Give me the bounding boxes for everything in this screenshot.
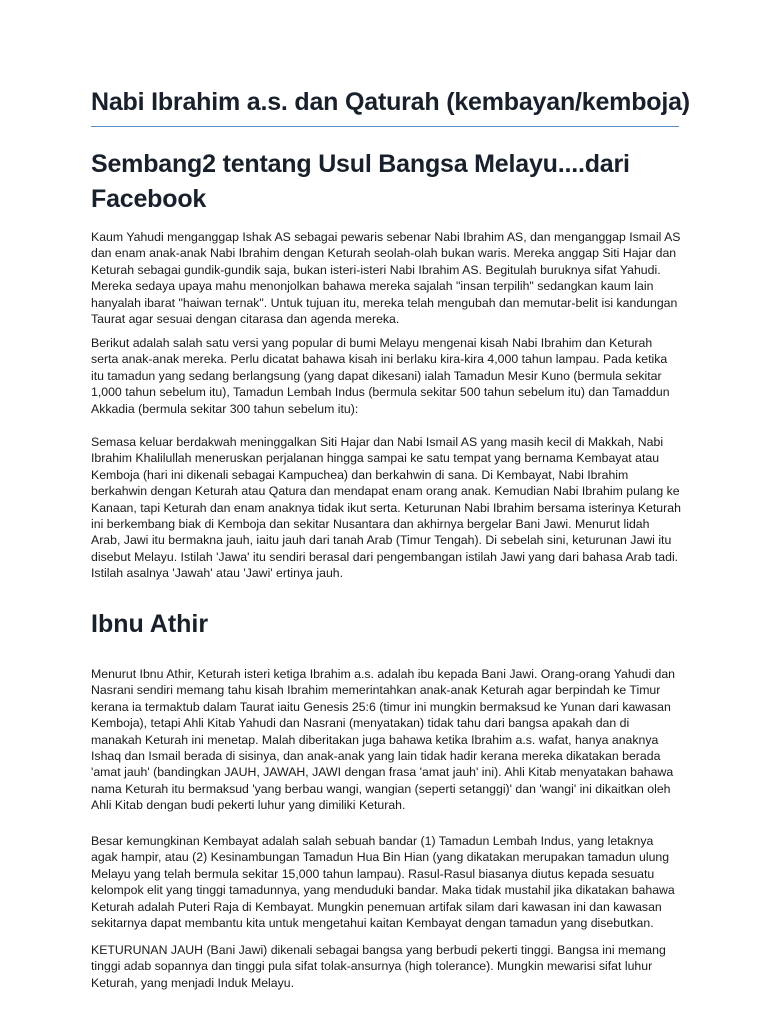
subtitle-heading: Sembang2 tentang Usul Bangsa Melayu....dari Facebook (91, 150, 630, 213)
section-heading-ibnu-athir: Ibnu Athir (91, 610, 209, 638)
paragraph-keturunan-jauh: KETURUNAN JAUH (Bani Jawi) dikenali sebagai bangsa yang berbudi pekerti tinggi. Bangsa ini memang tinggi adab sopannya dan tinggi pula sifat tolak-ansurnya (high tolerance). Mungkin mewarisi sifat luhur Keturah, yang menjadi Induk Melayu. (91, 943, 666, 990)
paragraph-kembayat: Semasa keluar berdakwah meninggalkan Siti Hajar dan Nabi Ismail AS yang masih kecil di Makkah, Nabi Ibrahim Khalilullah meneruskan perjalanan hingga sampai ke satu tempat yang bernama Kembayat atau Kemboja (hari ini dikenali sebagai Kampuchea) dan berkahwin di sana. Di Kembayat, Nabi Ibrahim berkahwin dengan Keturah atau Qatura dan mendapat enam orang anak. Kemudian Nabi Ibrahim pulang ke Kanaan, tapi Keturah dan enam anaknya tidak ikut serta. Keturunan Nabi Ibrahim bersama isterinya Keturah ini berkembang biak di Kemboja dan sekitar Nusantara dan akhirnya bergelar Bani Jawi. Menurut lidah Arab, Jawi itu bermakna jauh, iaitu jauh dari tanah Arab (Timur Tengah). Di sebelah sini, keturunan Jawi itu disebut Melayu. Istilah 'Jawa' itu sendiri berasal dari pengembangan istilah Jawi yang dari bahasa Arab tadi. Istilah asalnya 'Jawah' atau 'Jawi' ertinya jauh. (91, 435, 681, 581)
title-underline (91, 126, 679, 127)
paragraph-kembayat-city: Besar kemungkinan Kembayat adalah salah sebuah bandar (1) Tamadun Lembah Indus, yang letaknya agak hampir, atau (2) Kesinambungan Tamadun Hua Bin Hian (yang dikatakan merupakan tamadun ulung Melayu yang telah bermula sekitar 15,000 tahun lampau). Rasul-Rasul biasanya diutus kepada sesuatu kelompok elit yang tinggi tamadunnya, yang menduduki bandar. Maka tidak mustahil jika dikatakan bahawa Keturah adalah Puteri Raja di Kembayat. Mungkin penemuan artifak silam dari kawasan ini dan kawasan sekitarnya dapat membantu kita untuk mengetahui kaitan Kembayat dengan tamadun yang disebutkan. (91, 834, 675, 931)
page-title: Nabi Ibrahim a.s. dan Qaturah (kembayan/kemboja) (91, 88, 690, 116)
paragraph-intro: Kaum Yahudi menganggap Ishak AS sebagai pewaris sebenar Nabi Ibrahim AS, dan menganggap Ismail AS dan enam anak-anak Nabi Ibrahim dengan Keturah seolah-olah bukan waris. Mereka anggap Siti Hajar dan Keturah sebagai gundik-gundik saja, bukan isteri-isteri Nabi Ibrahim AS. Begitulah buruknya sifat Yahudi. Mereka sedaya upaya mahu menonjolkan bahawa mereka sajalah "insan terpilih" sedangkan kaum lain hanyalah ibarat "haiwan ternak". Untuk tujuan itu, mereka telah mengubah dan memutar-belit isi kandungan Taurat agar sesuai dengan citarasa dan agenda mereka. (91, 230, 681, 327)
paragraph-ibnu-athir: Menurut Ibnu Athir, Keturah isteri ketiga Ibrahim a.s. adalah ibu kepada Bani Jawi. Orang-orang Yahudi dan Nasrani sendiri memang tahu kisah Ibrahim memerintahkan anak-anak Keturah agar berpindah ke Timur kerana ia termaktub dalam Taurat iaitu Genesis 25:6 (timur ini mungkin bermaksud ke Yunan dari kawasan Kemboja), tetapi Ahli Kitab Yahudi dan Nasrani (menyatakan) tidak tahu dari bangsa apakah dan di manakah Keturah ini menetap. Malah diberitakan juga bahawa ketika Ibrahim a.s. wafat, hanya anaknya Ishaq dan Ismail berada di sisinya, dan anak-anak yang lain tidak hadir kerana mereka dikatakan berada 'amat jauh' (bandingkan JAUH, JAWAH, JAWI dengan frasa 'amat jauh' ini). Ahli Kitab menyatakan bahawa nama Keturah itu bermaksud 'yang berbau wangi, wangian (seperti setanggi)' dan 'wangi' ini dikaitkan oleh Ahli Kitab dengan budi pekerti luhur yang dimiliki Keturah. (91, 667, 676, 813)
paragraph-version: Berikut adalah salah satu versi yang popular di bumi Melayu mengenai kisah Nabi Ibrahim dan Keturah serta anak-anak mereka. Perlu dicatat bahawa kisah ini berlaku kira-kira 4,000 tahun lampau. Pada ketika itu tamadun yang sedang berlangsung (yang dapat dikesani) ialah Tamadun Mesir Kuno (bermula sekitar 1,000 tahun sebelum itu), Tamadun Lembah Indus (bermula sekitar 500 tahun sebelum itu) dan Tamaddun Akkadia (bermula sekitar 300 tahun sebelum itu): (91, 336, 670, 416)
